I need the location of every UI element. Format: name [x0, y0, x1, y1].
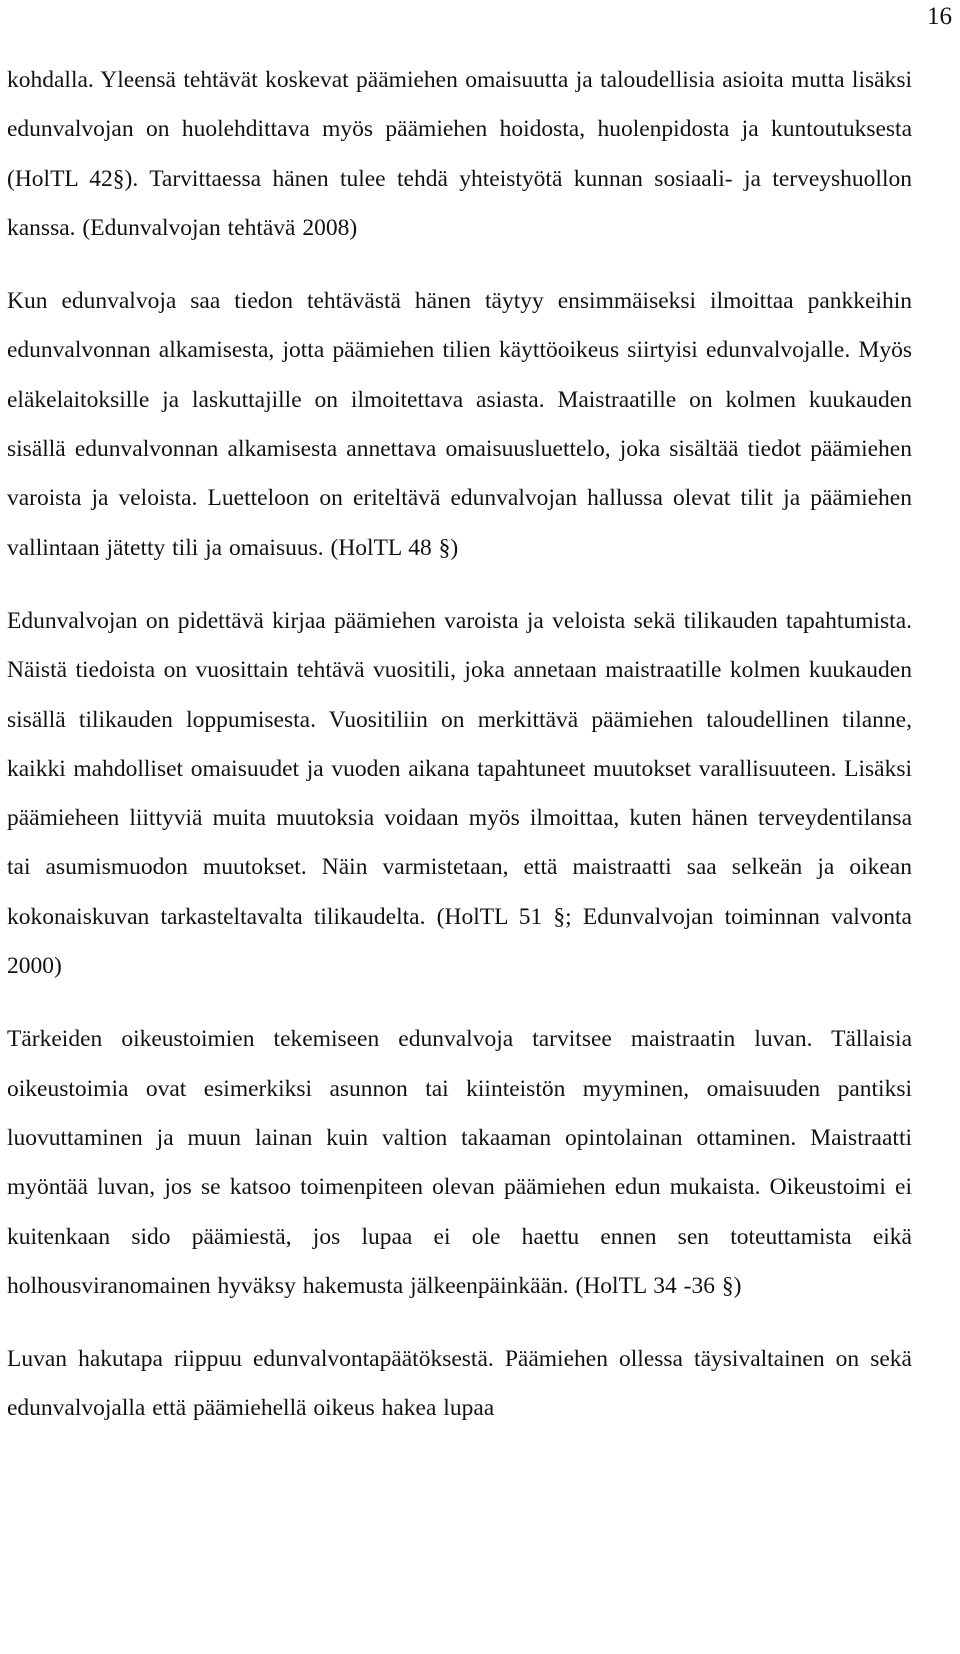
document-body [7, 56, 912, 1434]
paragraph-4: Tärkeiden oikeustoimien tekemiseen edunvalvoja tarvitsee maistraatin luvan. Tällaisia oikeustoimia ovat esimerkiksi asunnon tai kiinteistön myyminen, omaisuuden pantiksi luovuttaminen ja muun lainan kuin valtion takaaman opintolainan ottaminen. Maistraatti myöntää luvan, jos se katsoo toimenpiteen olevan päämiehen edun mukaista. Oikeustoimi ei kuitenkaan sido päämiestä, jos lupaa ei ole haettu ennen sen toteuttamista eikä holhousviranomainen hyväksy hakemusta jälkeenpäinkään. (HolTL 34 -36 §) [7, 1026, 912, 1299]
paragraph-3: Edunvalvojan on pidettävä kirjaa päämiehen varoista ja veloista sekä tilikauden tapahtumista. Näistä tiedoista on vuosittain tehtävä vuositili, joka annetaan maistraatille kolmen kuukauden sisällä tilikauden loppumisesta. Vuositiliin on merkittävä päämiehen taloudellinen tilanne, kaikki mahdolliset omaisuudet ja vuoden aikana tapahtuneet muutokset varallisuuteen. Lisäksi päämieheen liittyviä muita muutoksia voidaan myös ilmoittaa, kuten hänen terveydentilansa tai asumismuodon muutokset. Näin varmistetaan, että maistraatti saa selkeän ja oikean kokonaiskuvan tarkasteltavalta tilikaudelta. (HolTL 51 §; Edunvalvojan toiminnan valvonta 2000) [7, 607, 912, 980]
paragraph-5: Luvan hakutapa riippuu edunvalvontapäätöksestä. Päämiehen ollessa täysivaltainen on sekä edunvalvojalla että päämiehellä oikeus hakea lupaa [7, 1346, 912, 1422]
paragraph-1: kohdalla. Yleensä tehtävät koskevat päämiehen omaisuutta ja taloudellisia asioita mutta lisäksi edunvalvojan on huolehdittava myös päämiehen hoidosta, huolenpidosta ja kuntoutuksesta (HolTL 42§). Tarvittaessa hänen tulee tehdä yhteistyötä kunnan sosiaali- ja terveyshuollon kanssa. (Edunvalvojan tehtävä 2008) [7, 67, 912, 241]
paragraph-2: Kun edunvalvoja saa tiedon tehtävästä hänen täytyy ensimmäiseksi ilmoittaa pankkeihin edunvalvonnan alkamisesta, jotta päämiehen tilien käyttöoikeus siirtyisi edunvalvojalle. Myös eläkelaitoksille ja laskuttajille on ilmoitettava asiasta. Maistraatille on kolmen kuukauden sisällä edunvalvonnan alkamisesta annettava omaisuusluettelo, joka sisältää tiedot päämiehen varoista ja veloista. Luetteloon on eriteltävä edunvalvojan hallussa olevat tilit ja päämiehen vallintaan jätetty tili ja omaisuus. (HolTL 48 §) [7, 288, 912, 561]
page-number: 16 [927, 3, 952, 30]
